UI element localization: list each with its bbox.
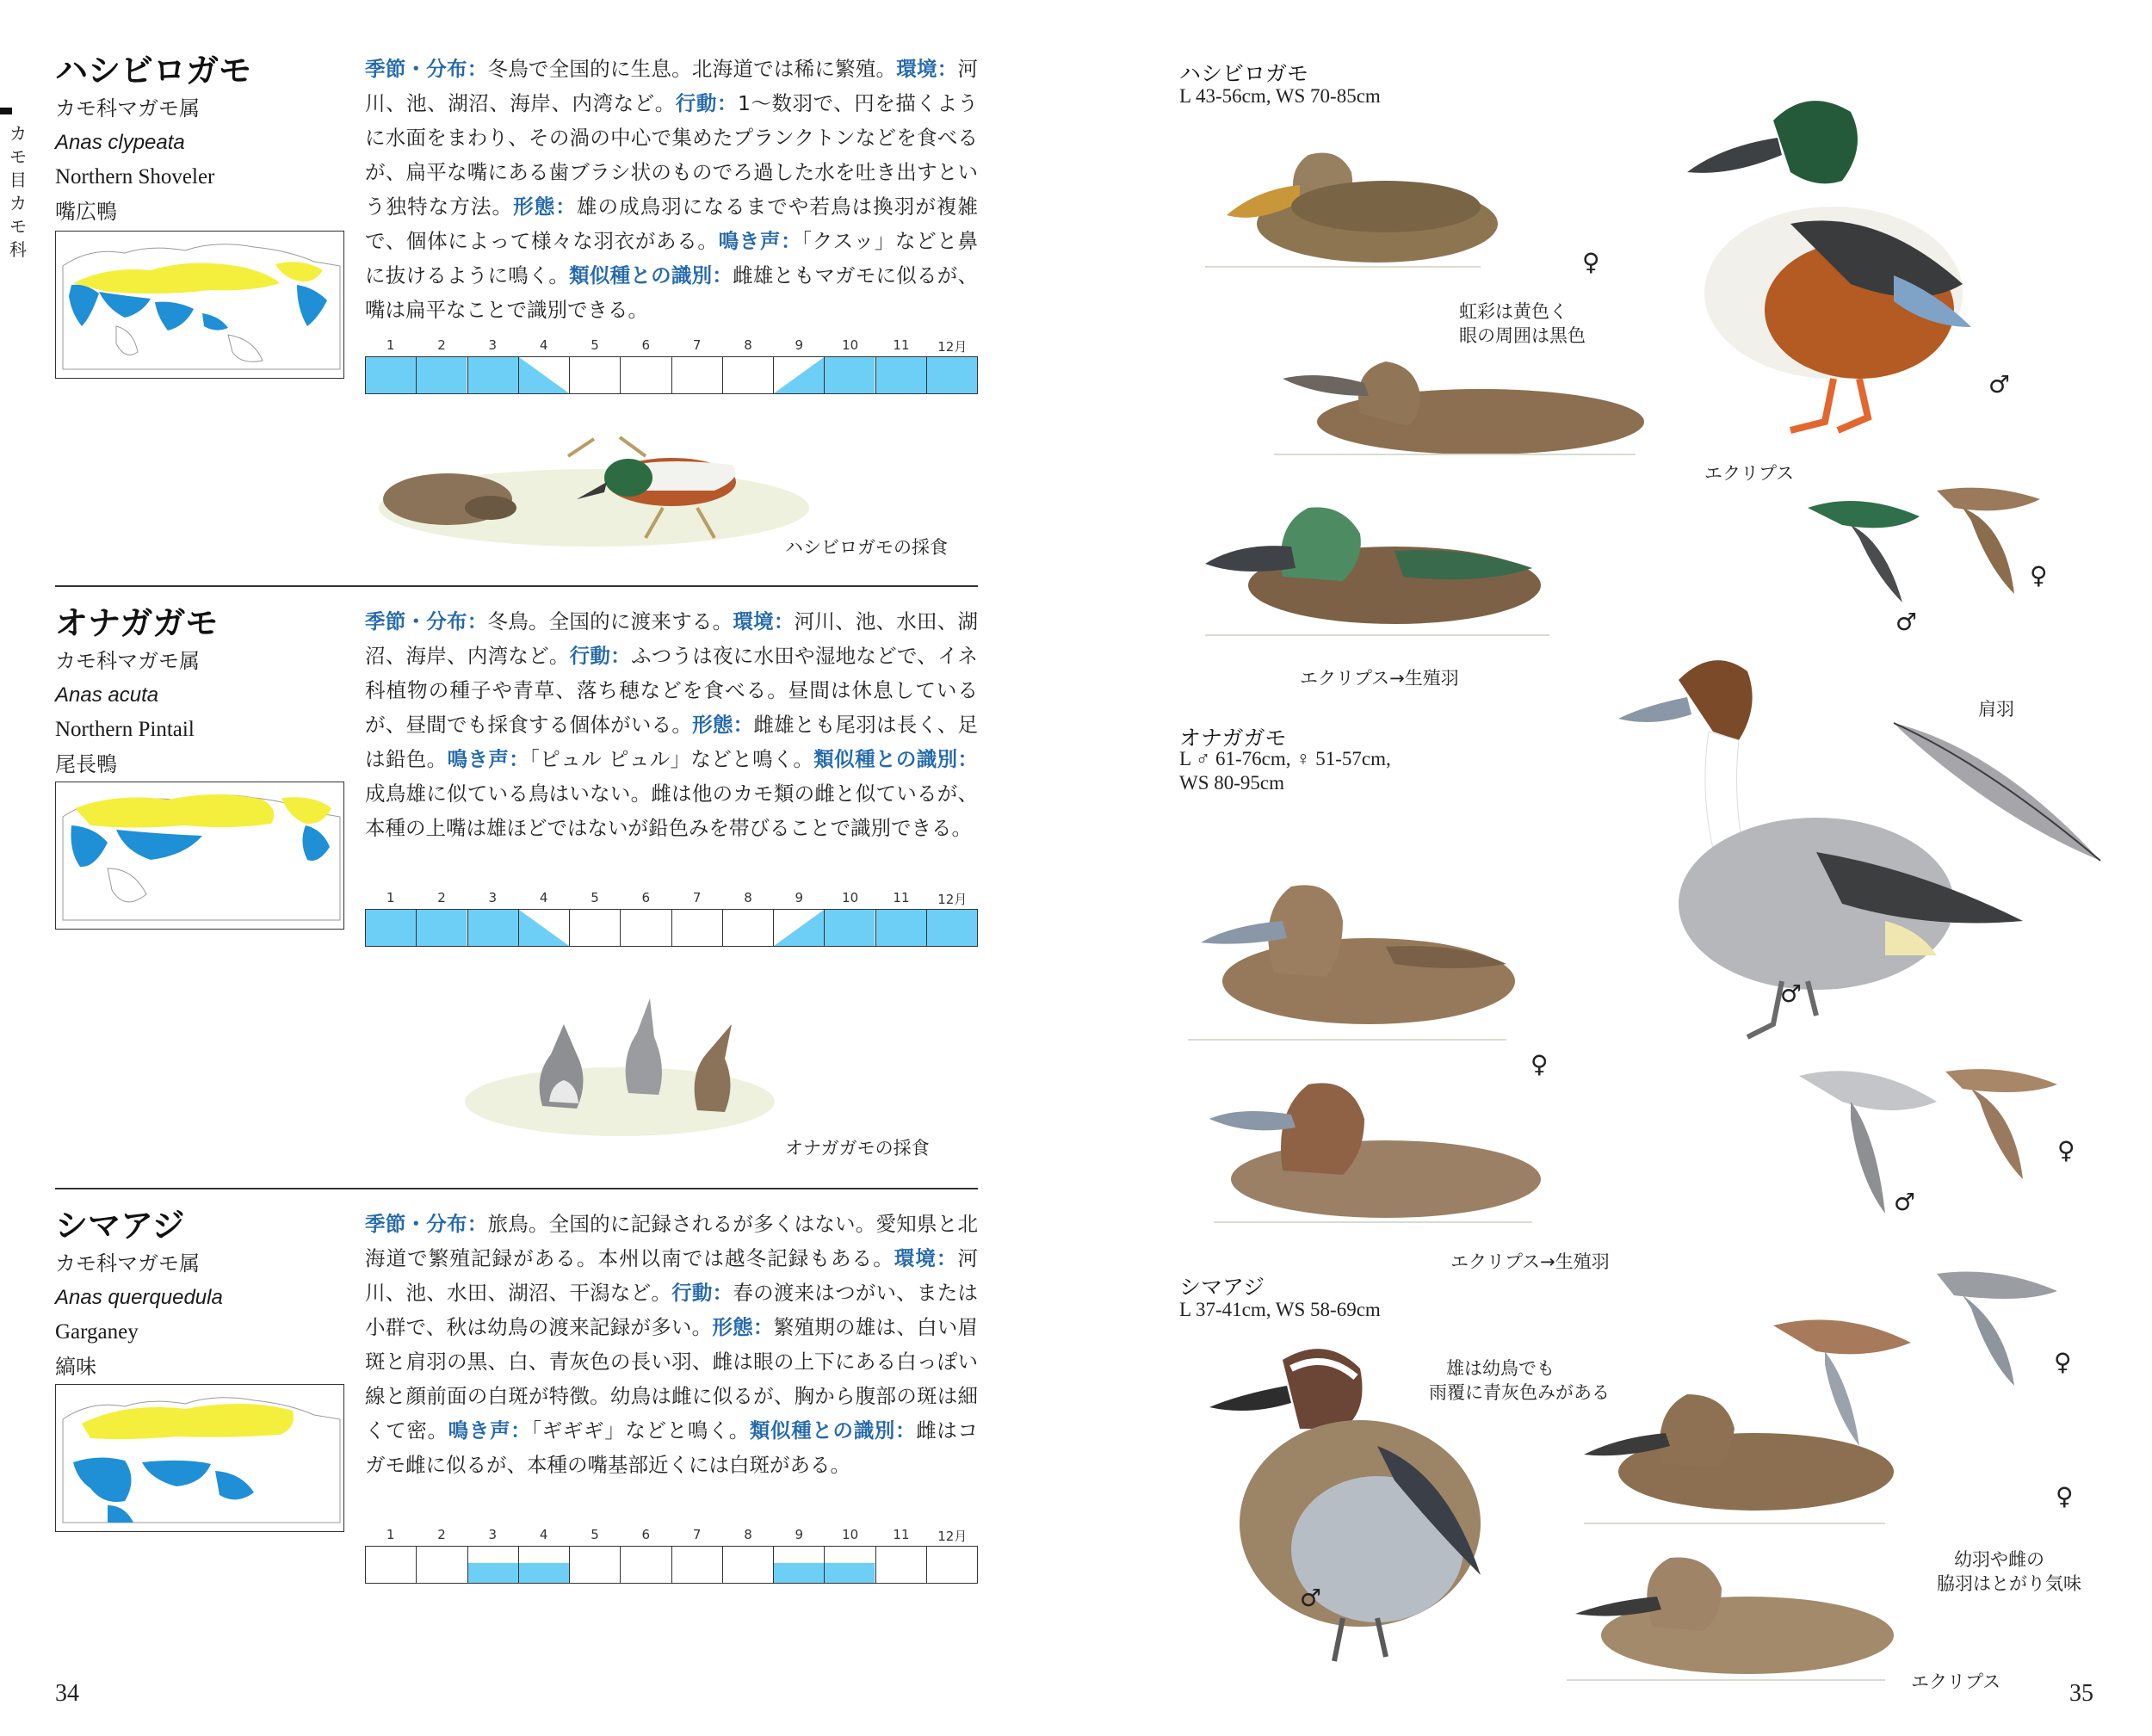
species-name: オナガガモ bbox=[55, 604, 219, 642]
label-eclipse: エクリプス bbox=[1911, 1671, 2001, 1692]
calendar-cell bbox=[621, 1547, 671, 1583]
calendar-months bbox=[365, 890, 978, 909]
calendar-month-label: 7 bbox=[692, 337, 702, 353]
calendar-grid bbox=[365, 356, 978, 394]
species-description-garganey: 季節・分布：旅鳥。全国的に記録されるが多くはない。愛知県と北海道で繁殖記録がある。本州以南では越冬記録もある。環境：河川、池、水田、湖沼、干潟など。行動：春の渡来はつがい、または小群で、秋は幼鳥の渡来記録が多い。形態：繁殖期の雄は、白い眉斑と肩羽の黒、白、青灰色の長い羽、雌は眼の上下にある白っぽい線と顔前面の白斑が特徴。幼鳥は雌に似るが、胸から腹部の斑は細くて密。鳴き声：「ギギギ」などと鳴く。類似種との識別：雌はコガモ雌に似るが、本種の嘴基部近くには白斑がある。 bbox=[365, 1212, 979, 1477]
sex-symbol-male: ♂ bbox=[1300, 1584, 1322, 1612]
species-latin: Anas querquedula bbox=[55, 1286, 223, 1309]
calendar-month-label: 4 bbox=[539, 890, 548, 905]
calendar-month-label: 9 bbox=[795, 1527, 804, 1542]
calendar-grid bbox=[365, 909, 978, 947]
calendar-month-label: 3 bbox=[488, 890, 498, 905]
label-eye-black: 眼の周囲は黒色 bbox=[1459, 325, 1586, 346]
side-label: カモ目カモ科 bbox=[9, 123, 27, 260]
calendar-cell bbox=[366, 910, 417, 946]
species-kanji: 尾長鴨 bbox=[55, 752, 117, 776]
calendar-cell bbox=[468, 910, 519, 946]
calendar-month-label: 9 bbox=[795, 890, 804, 905]
shoveler-eclipse-to-breeding-illustration bbox=[1188, 482, 1567, 646]
calendar-cell bbox=[519, 357, 570, 393]
calendar-months bbox=[365, 337, 978, 356]
calendar-month-label: 11 bbox=[893, 337, 910, 353]
calendar-cell bbox=[621, 357, 671, 393]
shoveler-female-illustration bbox=[1188, 120, 1498, 275]
calendar-cell bbox=[417, 1547, 467, 1583]
sex-symbol-female: ♀ bbox=[1531, 1050, 1549, 1078]
calendar-month-label: 3 bbox=[488, 1527, 498, 1542]
plate-measure-pintail-1: L ♂ 61-76cm, ♀ 51-57cm, bbox=[1179, 748, 1391, 769]
plate-title-shoveler: ハシビロガモ bbox=[1179, 61, 1309, 86]
calendar-month-label: 3 bbox=[488, 337, 498, 353]
calendar-month-label: 5 bbox=[591, 890, 599, 905]
page-number-right: 35 bbox=[2069, 1680, 2093, 1707]
calendar-cell bbox=[927, 910, 977, 946]
pintail-flight-illustration bbox=[1790, 1050, 2083, 1222]
pintail-female-illustration bbox=[1162, 861, 1524, 1050]
calendar-cell bbox=[825, 910, 875, 946]
calendar-month-label: 10 bbox=[842, 337, 859, 353]
calendar-month-label: 8 bbox=[744, 337, 752, 353]
species-description-shoveler: 季節・分布：冬鳥で全国的に生息。北海道では稀に繁殖。環境：河川、池、湖沼、海岸、内湾など。行動：1〜数羽で、円を描くように水面をまわり、その渦の中心で集めたプランクトンなどを食べるが、扁平な嘴にある歯ブラシ状のものでろ過した水を吐き出すという独特な方法。形態：雄の成鳥羽になるまでや若鳥は換羽が複雑で、個体によって様々な羽衣がある。鳴き声：「クスッ」などと鼻に抜けるように鳴く。類似種との識別：雌雄ともマガモに似るが、嘴は扁平なことで識別できる。 bbox=[365, 57, 979, 322]
season-calendar-pintail bbox=[365, 890, 978, 947]
label-eclipse-to-breeding: エクリプス→生殖羽 bbox=[1300, 668, 1459, 689]
garganey-flight-illustration bbox=[1765, 1257, 2092, 1455]
sex-symbol-female: ♀ bbox=[2056, 1482, 2074, 1511]
species-family: カモ科マガモ属 bbox=[55, 96, 200, 120]
label-eclipse: エクリプス bbox=[1704, 463, 1795, 484]
scapular-feather-illustration bbox=[1885, 714, 2109, 869]
species-name: ハシビロガモ bbox=[55, 52, 252, 90]
calendar-cell bbox=[723, 910, 774, 946]
calendar-cell bbox=[417, 357, 467, 393]
sex-symbol-male: ♂ bbox=[1894, 1188, 1916, 1216]
species-kanji: 嘴広鴨 bbox=[55, 200, 117, 224]
species-name: シマアジ bbox=[55, 1207, 185, 1245]
calendar-cell bbox=[468, 1547, 519, 1583]
sex-symbol-male: ♂ bbox=[1895, 608, 1918, 636]
label-scapular: 肩羽 bbox=[1978, 699, 2014, 720]
species-family: カモ科マガモ属 bbox=[55, 649, 200, 673]
label-male-juvenile: 雄は幼鳥でも bbox=[1446, 1358, 1555, 1379]
species-latin: Anas acuta bbox=[55, 683, 159, 707]
sex-symbol-female: ♀ bbox=[1582, 248, 1600, 276]
calendar-month-label: 12月 bbox=[937, 1529, 968, 1544]
sex-symbol-male: ♂ bbox=[1780, 979, 1803, 1008]
calendar-month-label: 6 bbox=[641, 890, 651, 905]
page-number-left: 34 bbox=[55, 1680, 79, 1707]
calendar-month-label: 4 bbox=[539, 337, 548, 353]
calendar-month-label: 10 bbox=[842, 890, 859, 905]
label-juvenile-female: 幼羽や雌の bbox=[1954, 1549, 2044, 1570]
calendar-month-label: 1 bbox=[386, 337, 395, 353]
species-family: カモ科マガモ属 bbox=[55, 1251, 200, 1276]
side-tab-marker bbox=[0, 108, 12, 114]
calendar-cell bbox=[672, 357, 723, 393]
calendar-month-label: 2 bbox=[437, 337, 446, 353]
plate-measure-garganey: L 37-41cm, WS 58-69cm bbox=[1179, 1299, 1381, 1320]
garganey-eclipse-illustration bbox=[1541, 1523, 1902, 1687]
calendar-cell bbox=[774, 910, 825, 946]
season-calendar-shoveler bbox=[365, 337, 978, 394]
calendar-cell bbox=[417, 910, 467, 946]
label-iris-yellow: 虹彩は黄色く bbox=[1459, 301, 1568, 322]
calendar-month-label: 8 bbox=[744, 1527, 752, 1542]
shoveler-male-illustration bbox=[1636, 69, 1980, 448]
range-map bbox=[55, 231, 344, 379]
calendar-cell bbox=[570, 357, 621, 393]
calendar-month-label: 7 bbox=[692, 890, 702, 905]
calendar-cell bbox=[876, 357, 927, 393]
sex-symbol-female: ♀ bbox=[2057, 1136, 2075, 1165]
right-page bbox=[1076, 0, 2152, 1736]
calendar-cell bbox=[723, 357, 774, 393]
calendar-cell bbox=[366, 1547, 417, 1583]
species-description-pintail: 季節・分布：冬鳥。全国的に渡来する。環境：河川、池、水田、湖沼、海岸、内湾など。行動：ふつうは夜に水田や湿地などで、イネ科植物の種子や青草、落ち穂などを食べる。昼間は休息しているが、昼間でも採食する個体がいる。形態：雌雄とも尾羽は長く、足は鉛色。鳴き声：「ピュル ピュル」などと鳴く。類似種との識別：成鳥雄に似ている鳥はいない。雌は他のカモ類の雌と似ているが、本種の上嘴は雄ほどではないが鉛色みを帯びることで識別できる。 bbox=[365, 609, 979, 840]
calendar-month-label: 9 bbox=[795, 337, 804, 353]
plate-title-garganey: シマアジ bbox=[1179, 1275, 1265, 1300]
calendar-month-label: 6 bbox=[641, 337, 651, 353]
calendar-cell bbox=[366, 357, 417, 393]
calendar-month-label: 12月 bbox=[937, 339, 968, 355]
section-divider bbox=[55, 585, 978, 587]
calendar-cell bbox=[468, 357, 519, 393]
pintail-feeding-illustration bbox=[448, 973, 775, 1145]
calendar-cell bbox=[825, 1547, 875, 1583]
calendar-month-label: 5 bbox=[591, 337, 599, 353]
calendar-month-label: 7 bbox=[692, 1527, 702, 1542]
shoveler-eclipse-illustration bbox=[1257, 344, 1653, 465]
calendar-cell bbox=[519, 910, 570, 946]
shoveler-flight-illustration bbox=[1790, 473, 2075, 646]
sex-symbol-male: ♂ bbox=[1988, 370, 2011, 398]
calendar-month-label: 1 bbox=[386, 1527, 395, 1542]
calendar-month-label: 2 bbox=[437, 1527, 446, 1542]
plate-measure-shoveler: L 43-56cm, WS 70-85cm bbox=[1179, 85, 1381, 107]
calendar-cell bbox=[723, 1547, 774, 1583]
label-eclipse-to-breeding: エクリプス→生殖羽 bbox=[1450, 1251, 1610, 1272]
species-latin: Anas clypeata bbox=[55, 131, 185, 154]
species-english: Northern Pintail bbox=[55, 718, 195, 741]
calendar-cell bbox=[927, 1547, 977, 1583]
calendar-month-label: 2 bbox=[437, 890, 446, 905]
sex-symbol-female: ♀ bbox=[2030, 561, 2048, 590]
calendar-month-label: 1 bbox=[386, 890, 395, 905]
calendar-cell bbox=[927, 357, 977, 393]
calendar-month-label: 5 bbox=[591, 1527, 599, 1542]
calendar-cell bbox=[672, 1547, 723, 1583]
calendar-month-label: 4 bbox=[539, 1527, 548, 1542]
species-english: Garganey bbox=[55, 1320, 139, 1344]
calendar-cell bbox=[621, 910, 671, 946]
calendar-month-label: 6 bbox=[641, 1527, 651, 1542]
range-map bbox=[55, 1384, 344, 1532]
calendar-cell bbox=[519, 1547, 570, 1583]
calendar-month-label: 11 bbox=[893, 890, 910, 905]
species-english: Northern Shoveler bbox=[55, 165, 215, 188]
calendar-month-label: 12月 bbox=[937, 892, 968, 907]
calendar-cell bbox=[570, 1547, 621, 1583]
calendar-cell bbox=[570, 910, 621, 946]
calendar-cell bbox=[825, 357, 875, 393]
calendar-month-label: 11 bbox=[893, 1527, 910, 1542]
plate-measure-pintail-2: WS 80-95cm bbox=[1179, 772, 1285, 794]
pintail-eclipse-illustration bbox=[1188, 1059, 1549, 1231]
species-kanji: 縞味 bbox=[55, 1355, 96, 1379]
plate-title-pintail: オナガガモ bbox=[1179, 726, 1287, 751]
caption-shoveler-feeding: ハシビロガモの採食 bbox=[785, 537, 948, 558]
calendar-cell bbox=[876, 1547, 927, 1583]
calendar-month-label: 10 bbox=[842, 1527, 859, 1542]
label-flank-pointed: 脇羽はとがり気味 bbox=[1937, 1573, 2081, 1594]
calendar-grid bbox=[365, 1546, 978, 1584]
calendar-cell bbox=[672, 910, 723, 946]
calendar-cell bbox=[774, 357, 825, 393]
shoveler-feeding-illustration bbox=[362, 430, 809, 551]
calendar-months bbox=[365, 1527, 978, 1546]
calendar-month-label: 8 bbox=[744, 890, 752, 905]
label-covert-blue-gray: 雨覆に青灰色みがある bbox=[1429, 1382, 1610, 1403]
caption-pintail-feeding: オナガガモの採食 bbox=[785, 1138, 930, 1158]
calendar-cell bbox=[876, 910, 927, 946]
sex-symbol-female: ♀ bbox=[2054, 1348, 2072, 1376]
calendar-cell bbox=[774, 1547, 825, 1583]
range-map bbox=[55, 782, 344, 930]
section-divider bbox=[55, 1188, 978, 1189]
season-calendar-garganey bbox=[365, 1527, 978, 1584]
